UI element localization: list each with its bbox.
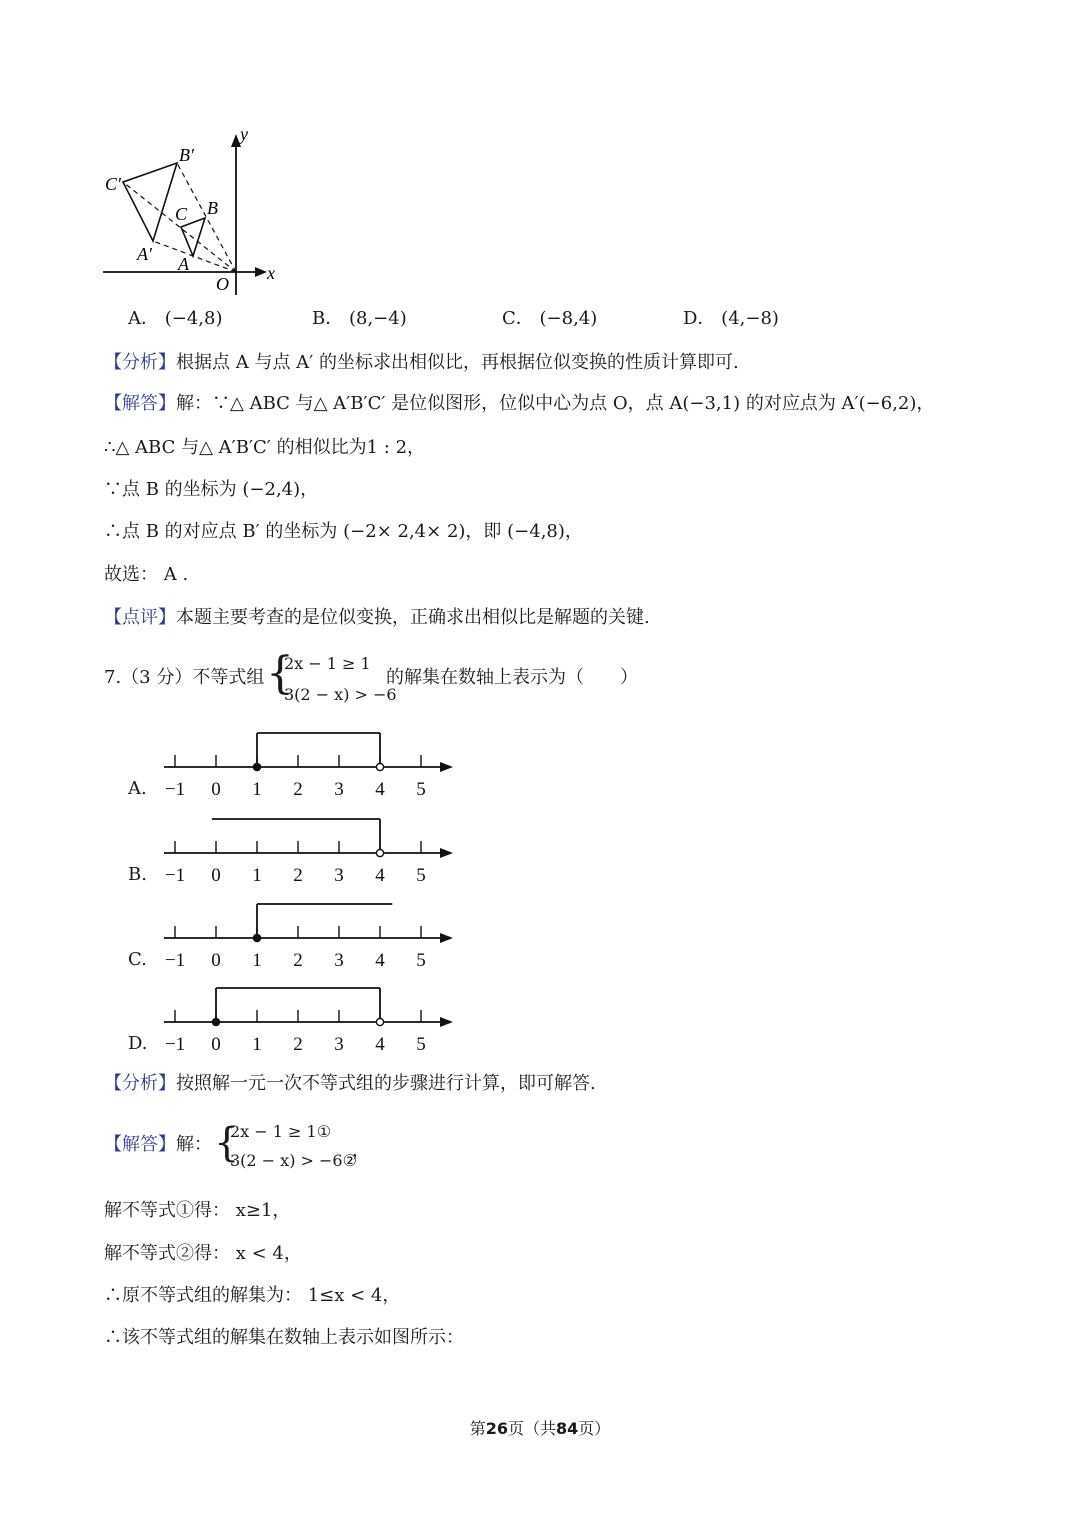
q7-solution-head: 【解答】解： [104,1134,212,1155]
tick-label: −1 [164,779,186,800]
q7-ineq1: 2x − 1 ≥ 1 [284,654,371,673]
q7-solution-line4: ∴该不等式组的解集在数轴上表示如图所示： [104,1327,464,1348]
q7-option-a-letter: A. [128,778,147,799]
q6-solution-line5: 故选： A . [104,564,189,585]
label-x: x [267,263,275,283]
start-point [212,1018,219,1025]
q6-solution-line2: ∴△ ABC 与△ A′B′C′ 的相似比为1 : 2， [104,437,426,458]
tick-label: 4 [375,1034,385,1055]
tick-label: −1 [164,1034,186,1055]
label-c-prime: C′ [105,174,121,194]
q7-solution-brace: { [214,1120,240,1166]
q7-solution-line1: 解不等式①得： x≥1， [104,1200,291,1221]
page-number: 26 [485,1419,508,1438]
tick-label: −1 [164,950,186,971]
tick-label: 1 [252,865,262,886]
page-footer: 第26页（共84页） [469,1419,611,1438]
q7-option-b-letter: B. [128,864,147,885]
end-point [376,849,383,856]
label-a: A [178,254,189,274]
q6-comment: 【点评】本题主要考查的是位似变换，正确求出相似比是解题的关键. [104,607,650,628]
q6-solution-line3: ∵点 B 的坐标为 (−2,4)， [104,479,319,500]
q7-suffix: 的解集在数轴上表示为（ ） [386,667,638,688]
axis-arrow [440,762,453,772]
tick-label: 4 [375,950,385,971]
q7-prefix: 7.（3 分）不等式组 [104,667,265,688]
tick-label: 2 [293,779,303,800]
tick-label: 5 [416,865,426,886]
tick-label: 0 [211,1034,221,1055]
end-point [376,1018,383,1025]
analysis-tag: 【分析】 [104,1073,176,1094]
tick-label: 3 [334,950,344,971]
tick-label: 4 [375,779,385,800]
axis-arrow [440,1017,453,1027]
q7-ineq2: 3(2 − x) > −6 [284,685,397,704]
q7-solution-line3: ∴原不等式组的解集为： 1≤x < 4， [104,1285,401,1306]
tick-label: 3 [334,779,344,800]
analysis-tag: 【分析】 [104,352,176,373]
tick-label: 5 [416,950,426,971]
number-line-d [150,980,460,1058]
q6-solution-line4: ∴点 B 的对应点 B′ 的坐标为 (−2× 2,4× 2)，即 (−4,8)， [104,521,583,542]
tick-label: 2 [293,865,303,886]
tick-label: 5 [416,779,426,800]
label-b: B [207,198,218,218]
start-point [253,934,260,941]
tick-label: 0 [211,865,221,886]
q7-brace: { [266,648,294,699]
number-line-b [150,811,460,889]
q6-option-c: C． (−8,4) [502,308,598,329]
label-b-prime: B′ [179,145,194,165]
tick-label: 1 [252,950,262,971]
start-point [253,763,260,770]
end-point [376,763,383,770]
number-line-c [150,896,460,974]
tick-label: 4 [375,865,385,886]
q6-option-a: A． (−4,8) [128,308,223,329]
label-a-prime: A′ [137,244,152,264]
tick-label: 1 [252,779,262,800]
q7-solution-line2: 解不等式②得： x < 4， [104,1243,302,1264]
axis-arrow [440,848,453,858]
tick-label: 1 [252,1034,262,1055]
tick-label: 0 [211,779,221,800]
tick-label: 0 [211,950,221,971]
q7-analysis: 【分析】按照解一元一次不等式组的步骤进行计算，即可解答. [104,1073,596,1094]
q6-analysis: 【分析】根据点 A 与点 A′ 的坐标求出相似比，再根据位似变换的性质计算即可. [104,352,739,373]
tick-label: 2 [293,1034,303,1055]
tick-label: 3 [334,865,344,886]
triangle-a-prime-b-prime-c-prime [123,163,177,241]
tick-label: 3 [334,1034,344,1055]
solution-tag: 【解答】 [104,1134,176,1155]
x-axis-arrow [255,267,267,277]
comment-tag: 【点评】 [104,607,176,628]
q6-option-b: B． (8,−4) [312,308,407,329]
q7-option-c-letter: C. [128,949,147,970]
q7-solution-ineq1: 2x − 1 ≥ 1① [230,1122,332,1141]
tick-label: 5 [416,1034,426,1055]
label-y: y [240,124,248,144]
similarity-figure [95,120,295,300]
axis-arrow [440,933,453,943]
page-total: 84 [556,1419,579,1438]
label-c: C [175,204,188,224]
tick-label: 2 [293,950,303,971]
tick-label: −1 [164,865,186,886]
q6-solution-line1: 【解答】解：∵△ ABC 与△ A′B′C′ 是位似图形，位似中心为点 O，点 A(−3,1) 的对应点为 A′(−6,2)， [104,393,935,414]
q7-solution-comma: ， [352,1140,370,1161]
label-origin: O [216,274,229,294]
q7-solution-ineq2: 3(2 − x) > −6② [230,1151,357,1170]
q6-option-d: D． (4,−8) [683,308,779,329]
solution-tag: 【解答】 [104,393,176,414]
number-line-a [150,725,460,803]
q7-option-d-letter: D. [128,1033,148,1054]
